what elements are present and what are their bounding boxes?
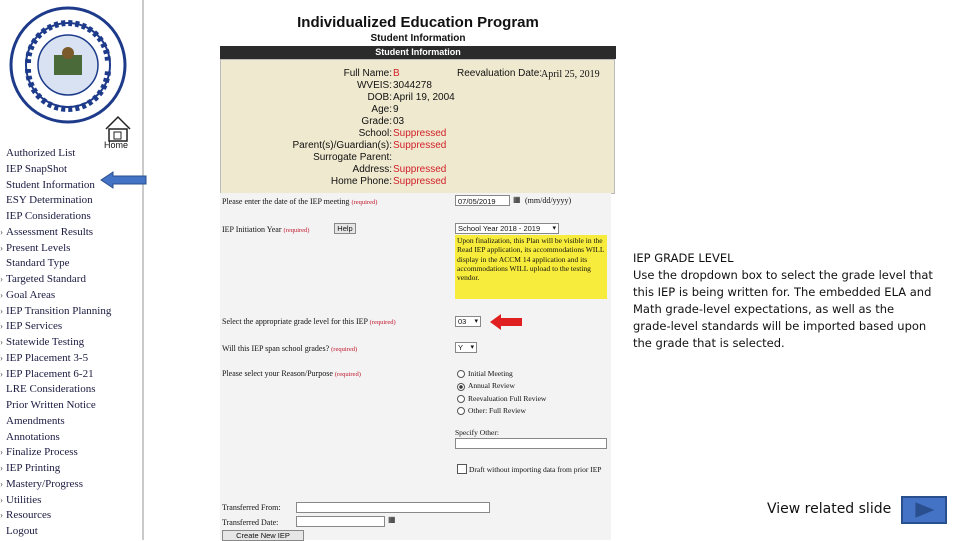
meeting-date-label (222, 197, 377, 206)
grade-level-label-text: Select the appropriate grade level for this IEP (222, 317, 368, 326)
age-label: Age: (371, 104, 392, 115)
sidebar-item[interactable]: Annotations (6, 430, 60, 443)
radio-button[interactable] (457, 395, 465, 403)
sidebar-item[interactable]: › Utilities (0, 493, 111, 509)
reason-radio-group (457, 369, 546, 418)
required-marker: (required) (331, 346, 358, 353)
sidebar-item[interactable]: › Mastery/Progress (0, 477, 111, 493)
grade-label: Grade: (361, 116, 392, 127)
annotation-heading: IEP GRADE LEVEL (633, 251, 734, 265)
sidebar-item[interactable]: IEP SnapShot (6, 162, 68, 175)
reason-option-label: Other: Full Review (468, 405, 526, 415)
reevaluation-label: Reevaluation Date: (457, 68, 543, 79)
help-button[interactable]: Help (334, 223, 356, 234)
sidebar-item[interactable]: › Finalize Process (0, 445, 111, 461)
page-subtitle: Student Information (370, 33, 466, 44)
nav-menu (0, 146, 111, 540)
span-grades-select[interactable] (455, 342, 477, 353)
reason-option-label: Annual Review (468, 381, 515, 391)
required-marker: (required) (351, 199, 378, 206)
transferred-date-input[interactable] (296, 516, 385, 527)
page-title: Individualized Education Program (297, 14, 539, 31)
chevron-down-icon: ▾ (470, 344, 474, 351)
sidebar-item[interactable]: Prior Written Notice (6, 399, 96, 411)
phone-label: Home Phone: (330, 176, 392, 187)
age-value: 9 (393, 104, 399, 115)
sidebar-item[interactable]: Standard Type (6, 257, 70, 270)
sidebar-item[interactable]: › Goal Areas (0, 288, 111, 304)
sidebar-item[interactable]: › Targeted Standard (0, 272, 111, 288)
specify-other-input[interactable] (455, 438, 607, 449)
calendar-icon[interactable]: ▦ (513, 195, 521, 204)
radio-button[interactable] (457, 383, 465, 391)
transferred-from-input[interactable] (296, 502, 490, 513)
initiation-year-label-text: IEP Initiation Year (222, 225, 282, 234)
meeting-date-input[interactable]: 07/05/2019 (455, 195, 510, 206)
sidebar-item[interactable]: ESY Determination (6, 194, 93, 207)
reason-option[interactable] (457, 406, 546, 418)
grade-value: 03 (393, 116, 405, 127)
sidebar-item[interactable]: LRE Considerations (6, 383, 96, 396)
date-format-hint: (mm/dd/yyyy) (525, 196, 572, 205)
span-grades-label (222, 344, 357, 353)
view-related-slide-label: View related slide (767, 501, 892, 517)
wv-department-of-education-seal-icon (8, 5, 128, 125)
next-slide-button[interactable] (901, 496, 947, 524)
sidebar-item[interactable]: › IEP Placement 6-21 (0, 367, 111, 383)
specify-other-label: Specify Other: (455, 428, 499, 437)
play-arrow-icon (915, 502, 934, 517)
sidebar-item[interactable]: IEP Considerations (6, 210, 91, 222)
sidebar-item[interactable]: › IEP Printing (0, 461, 111, 477)
radio-button[interactable] (457, 370, 465, 378)
sidebar-item[interactable]: › IEP Transition Planning (0, 304, 111, 320)
meeting-date-label-text: Please enter the date of the IEP meeting (222, 197, 350, 206)
phone-value: Suppressed (393, 176, 447, 187)
address-label: Address: (352, 164, 392, 175)
grade-level-select[interactable] (455, 316, 481, 327)
initiation-year-label (222, 225, 309, 234)
chevron-down-icon: ▾ (552, 225, 556, 232)
required-marker: (required) (283, 227, 310, 234)
sidebar-item[interactable]: › IEP Services (0, 319, 111, 335)
pointer-arrow-icon (99, 170, 149, 190)
sidebar-item[interactable]: › Resources (0, 508, 111, 524)
reason-label (222, 369, 361, 378)
transferred-from-label: Transferred From: (222, 503, 281, 512)
calendar-icon[interactable]: ▦ (388, 515, 396, 524)
reason-label-text: Please select your Reason/Purpose (222, 369, 333, 378)
school-year-select-value: School Year 2018 - 2019 (458, 224, 541, 233)
grade-level-label (222, 317, 396, 326)
transferred-date-label: Transferred Date: (222, 518, 279, 527)
draft-label: Draft without importing data from prior IEP (469, 465, 602, 474)
school-value: Suppressed (393, 128, 447, 139)
reevaluation-value: April 25, 2019 (541, 69, 600, 80)
reason-option[interactable] (457, 394, 546, 406)
sidebar-item[interactable]: Amendments (6, 414, 65, 427)
sidebar-item[interactable]: › Assessment Results (0, 225, 111, 241)
full-name-value: B (393, 68, 400, 79)
reason-option[interactable] (457, 369, 546, 381)
required-marker: (required) (369, 319, 396, 326)
address-value: Suppressed (393, 164, 447, 175)
sidebar-item[interactable]: Student Information (6, 178, 95, 191)
sidebar-item[interactable]: › Statewide Testing (0, 335, 111, 351)
finalization-notice: Upon finalization, this Plan will be visible in the Read IEP application, its accommodations WILL display in the ACCM 14 application and its accommodations WILL upload to the testing vendor. (455, 235, 607, 299)
red-pointer-arrow-icon (489, 313, 523, 331)
home-label: Home (104, 140, 129, 150)
parents-value: Suppressed (393, 140, 447, 151)
wveis-label: WVEIS: (356, 80, 392, 91)
span-grades-label-text: Will this IEP span school grades? (222, 344, 330, 353)
section-header-bar: Student Information (220, 46, 616, 59)
sidebar-item[interactable]: › Present Levels (0, 241, 111, 257)
annotation-body: Use the dropdown box to select the grade level that this IEP is being written for. The embedded ELA and Math grade-level expectations, as well as the grade-level standards will be imported based upon the grade that is selected. (633, 268, 933, 350)
sidebar-item[interactable]: › IEP Placement 3-5 (0, 351, 111, 367)
sidebar-item[interactable]: Logout (6, 525, 38, 537)
annotation-panel (633, 250, 933, 352)
school-year-select[interactable] (455, 223, 559, 234)
chevron-down-icon: ▾ (474, 318, 478, 325)
required-marker: (required) (334, 371, 361, 378)
span-grades-select-value: Y (458, 343, 464, 352)
wveis-value: 3044278 (393, 80, 432, 91)
sidebar-item[interactable]: Authorized List (6, 147, 76, 159)
dob-value: April 19, 2004 (393, 92, 455, 103)
reason-option-label: Initial Meeting (468, 369, 513, 378)
surrogate-label: Surrogate Parent: (313, 152, 392, 163)
parents-label: Parent(s)/Guardian(s): (292, 140, 392, 151)
school-label: School: (358, 128, 392, 139)
dob-label: DOB: (367, 92, 392, 103)
grade-level-select-value: 03 (458, 317, 467, 326)
reason-option-label: Reevaluation Full Review (468, 393, 547, 403)
create-new-iep-button[interactable]: Create New IEP (222, 530, 304, 541)
full-name-label: Full Name: (343, 68, 392, 79)
radio-button[interactable] (457, 407, 465, 415)
reason-option[interactable] (457, 381, 546, 393)
